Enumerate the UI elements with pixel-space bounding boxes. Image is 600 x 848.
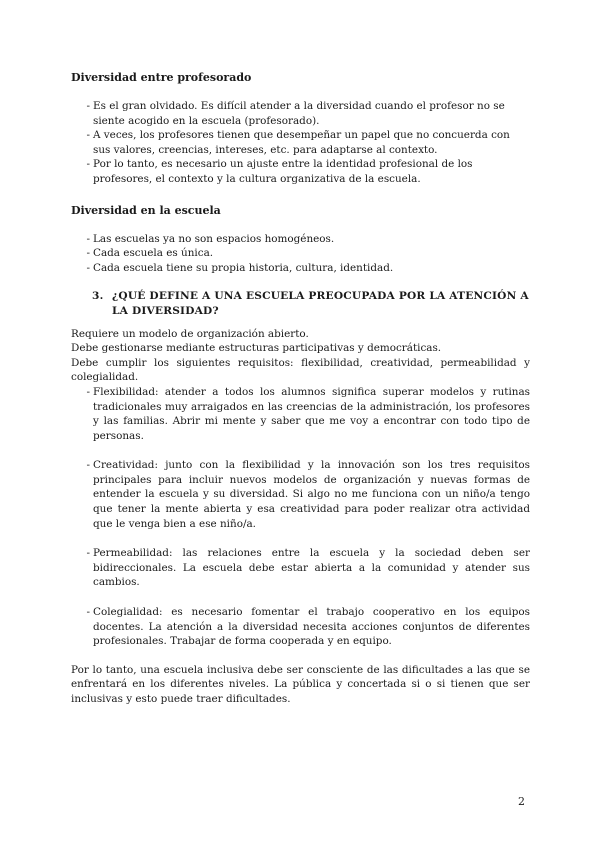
list-item: - A veces, los profesores tienen que desempeñar un papel que no concuerda con sus valores, creencias, intereses, etc. para adaptarse al contexto. — [71, 128, 530, 157]
list-item: - Por lo tanto, es necesario un ajuste entre la identidad profesional de los profesores, el contexto y la cultura organizativa de la escuela. — [71, 157, 530, 186]
page-number: 2 — [518, 795, 525, 808]
requirement-colegialidad: - Colegialidad: es necesario fomentar el trabajo cooperativo en los equipos docentes. La atención a la diversidad necesita acciones conjuntos de diferentes profesionales. Trabajar de forma cooperada y en equipo. — [71, 605, 530, 649]
heading-diversidad-profesorado: Diversidad entre profesorado — [71, 71, 252, 84]
intro-line: Debe gestionarse mediante estructuras participativas y democráticas. — [71, 342, 442, 355]
conclusion-paragraph: Por lo tanto, una escuela inclusiva debe ser consciente de las dificultades a las que se enfrentará en los diferentes niveles. La pública y concertada si o si tienen que ser inclusivas y esto puede traer dificultades. — [71, 663, 530, 705]
section-title-3 — [92, 289, 530, 318]
requirement-permeabilidad: - Permeabilidad: las relaciones entre la escuela y la sociedad deben ser bidireccionales. La escuela debe estar abierta a la comunidad y atender sus cambios. — [71, 546, 530, 590]
intro-line: Debe cumplir los siguientes requisitos: flexibilidad, creatividad, permeabilidad y colegialidad. — [71, 356, 530, 384]
section-number: 3. — [92, 290, 104, 303]
intro-line: Requiere un modelo de organización abierto. — [71, 327, 309, 340]
list-item: - Cada escuela es única. — [71, 246, 530, 261]
profesorado-list — [71, 99, 530, 187]
list-item: - Las escuelas ya no son espacios homogéneos. — [71, 232, 530, 247]
list-item: - Cada escuela tiene su propia historia, cultura, identidad. — [71, 261, 530, 276]
requirement-creatividad: - Creatividad: junto con la flexibilidad y la innovación son los tres requisitos principales para incluir nuevos modelos de organización y nuevas formas de entender la escuela y su diversidad. Si algo no me funciona con un niño/a tengo que tener la mente abierta y esa creatividad para poder realizar otra actividad que le venga bien a ese niño/a. — [71, 458, 530, 531]
list-item: - Es el gran olvidado. Es difícil atender a la diversidad cuando el profesor no se siente acogido en la escuela (profesorado). — [71, 99, 530, 128]
requirement-flexibilidad: - Flexibilidad: atender a todos los alumnos significa superar modelos y rutinas tradicionales muy arraigados en las creencias de la administración, los profesores y las familias. Abrir mi mente y saber que me voy a encontrar con todo tipo de personas. — [71, 385, 530, 443]
section-title-text: ¿QUÉ DEFINE A UNA ESCUELA PREOCUPADA POR LA ATENCIÓN A LA DIVERSIDAD? — [112, 290, 529, 317]
escuela-list — [71, 232, 530, 276]
page-content — [71, 70, 530, 707]
requirements-list — [71, 385, 530, 649]
heading-diversidad-escuela: Diversidad en la escuela — [71, 203, 221, 217]
